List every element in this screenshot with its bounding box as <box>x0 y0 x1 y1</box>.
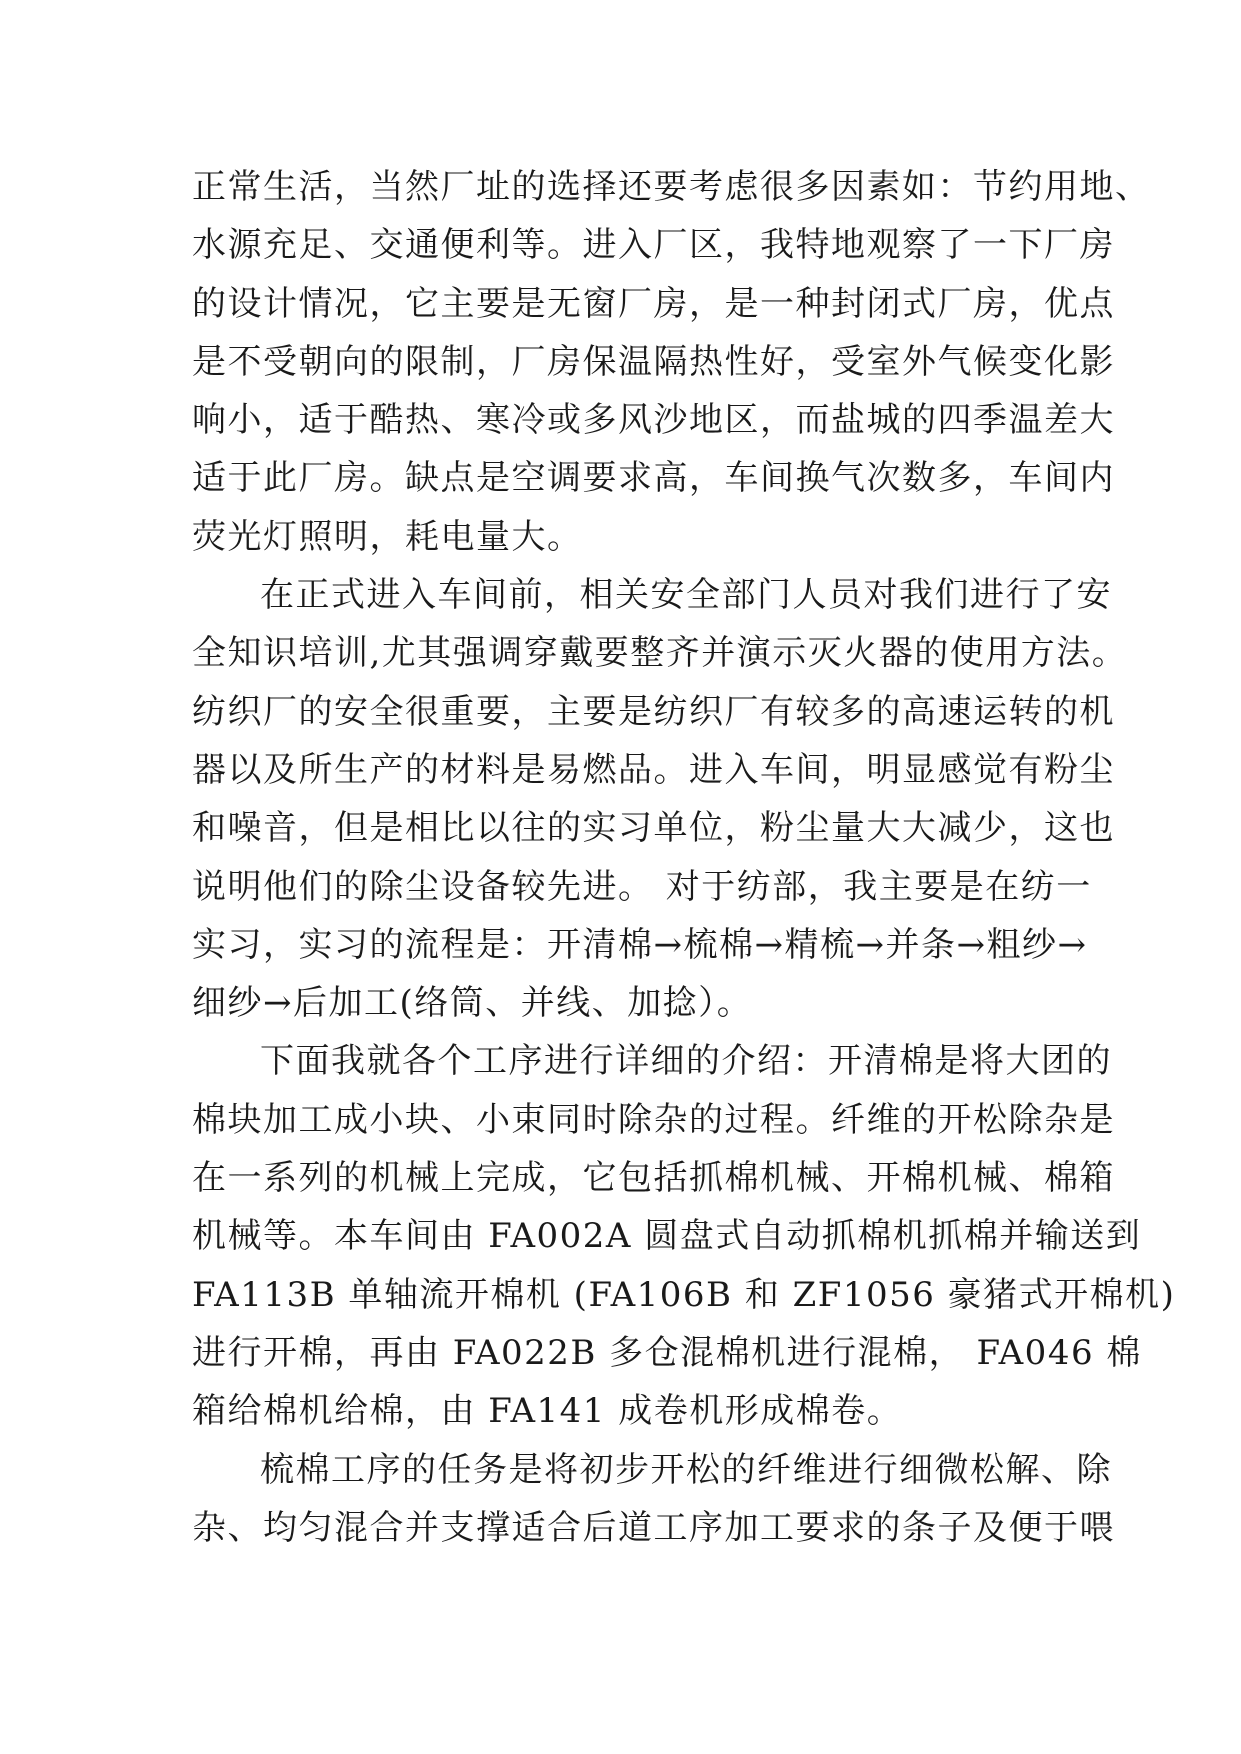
text-line: FA113B 单轴流开棉机 (FA106B 和 ZF1056 豪猪式开棉机) <box>192 1274 1176 1315</box>
text-line: 箱给棉机给棉，由 FA141 成卷机形成棉卷。 <box>192 1391 903 1432</box>
text-line: 的设计情况，它主要是无窗厂房，是一种封闭式厂房，优点 <box>192 283 1115 324</box>
text-line: 说明他们的除尘设备较先进。 对于纺部，我主要是在纺一 <box>192 866 1092 907</box>
paragraph-first-line: 梳棉工序的任务是将初步开松的纤维进行细微松解、除 <box>260 1449 1112 1490</box>
text-line: 器以及所生产的材料是易燃品。进入车间，明显感觉有粉尘 <box>192 749 1115 790</box>
text-line: 正常生活，当然厂址的选择还要考虑很多因素如：节约用地、 <box>192 167 1151 207</box>
text-line: 适于此厂房。缺点是空调要求高，车间换气次数多，车间内 <box>192 458 1115 499</box>
text-line: 实习，实习的流程是：开清棉→梳棉→精梳→并条→粗纱→ <box>192 924 1088 965</box>
text-line: 水源充足、交通便利等。进入厂区，我特地观察了一下厂房 <box>192 225 1115 266</box>
body-text <box>192 158 1176 1557</box>
paragraph-first-line: 下面我就各个工序进行详细的介绍：开清棉是将大团的 <box>260 1041 1112 1082</box>
text-line: 全知识培训,尤其强调穿戴要整齐并演示灭火器的使用方法。 <box>192 633 1128 674</box>
text-line: 纺织厂的安全很重要，主要是纺织厂有较多的高速运转的机 <box>192 691 1115 732</box>
text-line: 响小，适于酷热、寒冷或多风沙地区，而盐城的四季温差大 <box>192 400 1115 441</box>
text-line: 细纱→后加工(络筒、并线、加捻）。 <box>192 983 753 1024</box>
text-line: 机械等。本车间由 FA002A 圆盘式自动抓棉机抓棉并输送到 <box>192 1216 1142 1257</box>
text-line: 是不受朝向的限制，厂房保温隔热性好，受室外气候变化影 <box>192 341 1115 382</box>
paragraph-first-line: 在正式进入车间前，相关安全部门人员对我们进行了安 <box>260 575 1112 616</box>
text-line: 杂、均匀混合并支撑适合后道工序加工要求的条子及便于喂 <box>192 1507 1115 1548</box>
text-line: 棉块加工成小块、小束同时除杂的过程。纤维的开松除杂是 <box>192 1099 1115 1140</box>
text-line: 和噪音，但是相比以往的实习单位，粉尘量大大减少，这也 <box>192 808 1115 849</box>
text-line: 在一系列的机械上完成，它包括抓棉机械、开棉机械、棉箱 <box>192 1158 1115 1199</box>
text-line: 进行开棉，再由 FA022B 多仓混棉机进行混棉， FA046 棉 <box>192 1332 1142 1373</box>
text-line: 荧光灯照明，耗电量大。 <box>192 516 583 557</box>
